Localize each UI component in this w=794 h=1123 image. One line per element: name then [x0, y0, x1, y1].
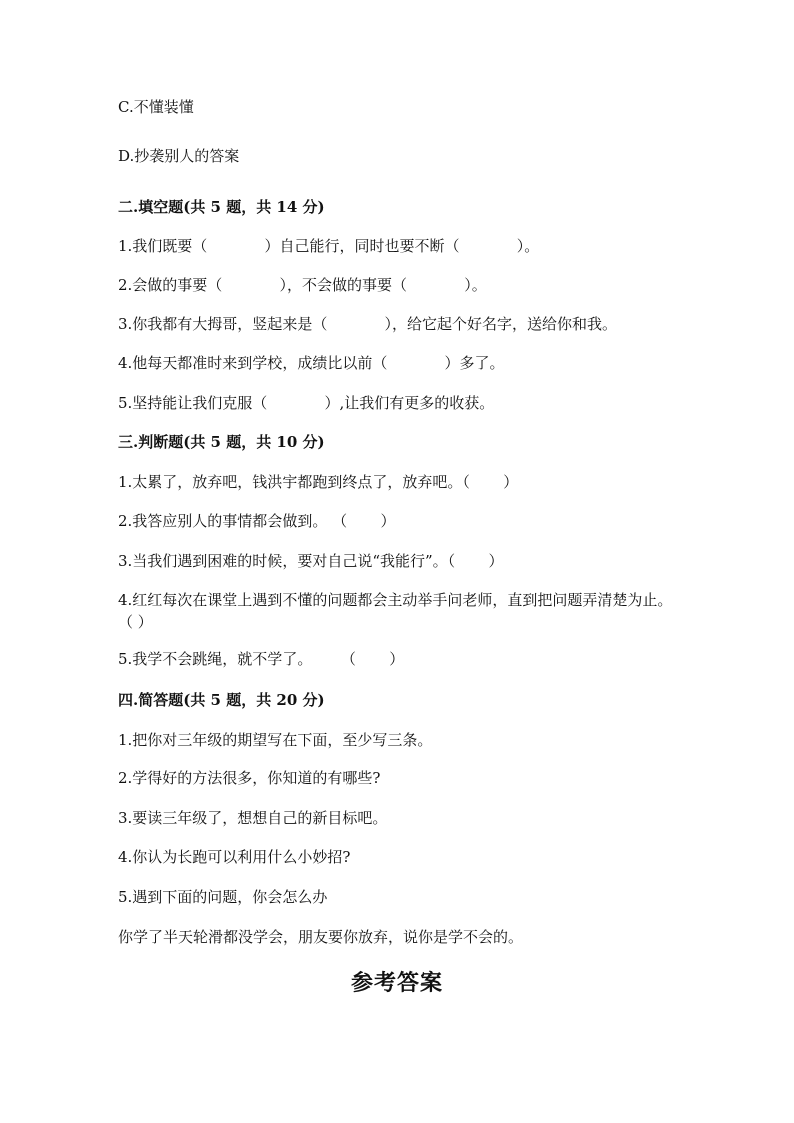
answer-key-title: 参考答案 — [350, 970, 443, 996]
section-3-heading: 三.判断题(共 5 题，共 10 分) — [118, 433, 325, 451]
fill-blank-item-5: 5.坚持能让我们克服（ ）,让我们有更多的收获。 — [118, 394, 495, 412]
section-4-heading: 四.简答题(共 5 题，共 20 分) — [118, 691, 325, 709]
short-answer-item-1: 1.把你对三年级的期望写在下面，至少写三条。 — [118, 731, 433, 749]
section-2-heading: 二.填空题(共 5 题，共 14 分) — [118, 198, 325, 216]
short-answer-scenario: 你学了半天轮滑都没学会，朋友要你放弃，说你是学不会的。 — [118, 928, 524, 946]
option-d: D.抄袭别人的答案 — [118, 147, 240, 165]
true-false-item-4: 4.红红每次在课堂上遇到不懂的问题都会主动举手问老师，直到把问题弄清楚为止。（ ） — [118, 591, 673, 631]
short-answer-item-3: 3.要读三年级了，想想自己的新目标吧。 — [118, 809, 388, 827]
short-answer-item-2: 2.学得好的方法很多，你知道的有哪些? — [118, 769, 381, 787]
option-c: C.不懂装懂 — [118, 98, 194, 116]
short-answer-item-4: 4.你认为长跑可以利用什么小妙招? — [118, 848, 351, 866]
fill-blank-item-1: 1.我们既要（ ）自己能行，同时也要不断（ ）。 — [118, 237, 540, 255]
fill-blank-item-4: 4.他每天都准时来到学校，成绩比以前（ ）多了。 — [118, 354, 505, 372]
true-false-item-2: 2.我答应别人的事情都会做到。 （ ） — [118, 512, 396, 530]
fill-blank-item-3: 3.你我都有大拇哥，竖起来是（ ），给它起个好名字，送给你和我。 — [118, 315, 618, 333]
short-answer-item-5: 5.遇到下面的问题，你会怎么办 — [118, 888, 328, 906]
true-false-item-3: 3.当我们遇到困难的时候，要对自己说“我能行”。（ ） — [118, 552, 504, 570]
true-false-item-1: 1.太累了，放弃吧，钱洪宇都跑到终点了，放弃吧。（ ） — [118, 473, 519, 491]
true-false-item-5: 5.我学不会跳绳，就不学了。 （ ） — [118, 650, 405, 668]
fill-blank-item-2: 2.会做的事要（ ），不会做的事要（ ）。 — [118, 276, 487, 294]
